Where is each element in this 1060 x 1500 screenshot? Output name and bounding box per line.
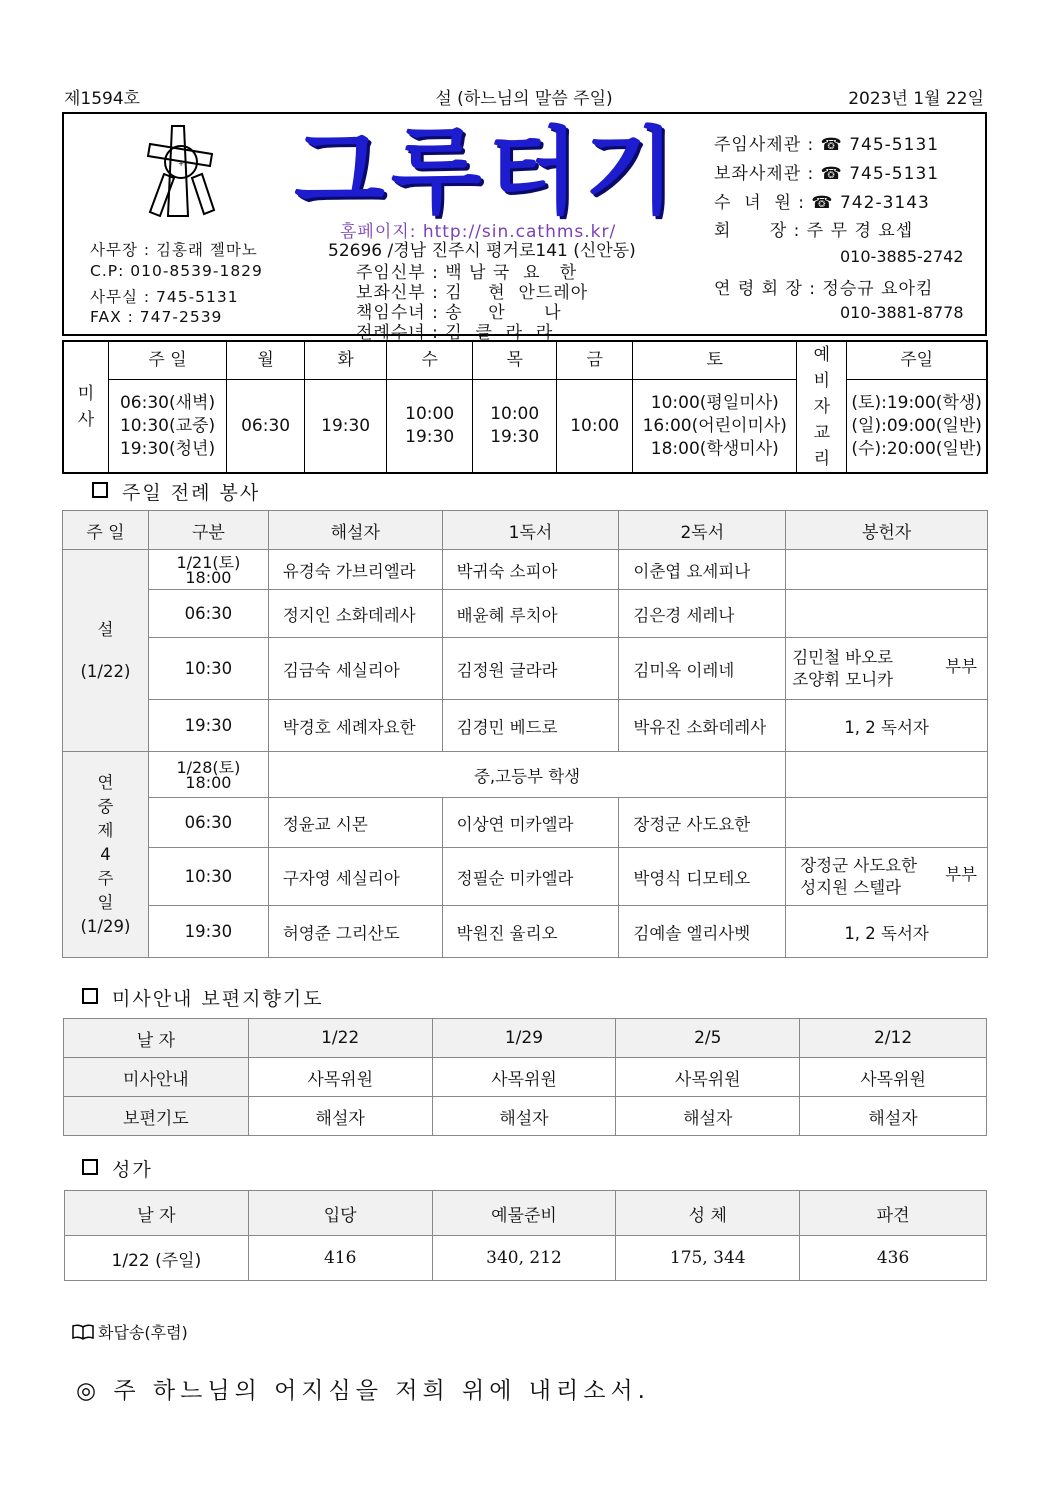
prep-times: (토):19:00(학생) (일):09:00(일반) (수):20:00(일반) [847, 380, 987, 473]
reader-2: 박유진 소화데레사 [619, 700, 786, 752]
section-title-service: 주일 전례 봉사 [92, 478, 260, 505]
reader-2: 이춘엽 요세피나 [619, 550, 786, 590]
offering [786, 550, 988, 590]
offering [786, 798, 988, 848]
commentator: 구자영 세실리아 [268, 848, 442, 906]
mass-label: 미사 [63, 341, 109, 473]
table-row: 1/22 (주일) 416 340, 212 175, 344 436 [65, 1236, 987, 1281]
table-row: 연중제4주일 (1/29) 1/28(토) 18:00 중,고등부 학생 [63, 752, 988, 798]
response-text: ◎ 주 하느님의 어지심을 저희 위에 내리소서. [76, 1378, 650, 1404]
col-header: 2독서 [619, 511, 786, 550]
col-header: 2/5 [616, 1019, 800, 1058]
reader-1: 이상연 미카엘라 [442, 798, 619, 848]
hymns-table [64, 1190, 987, 1281]
offering [786, 590, 988, 638]
reader-1: 정필순 미카엘라 [442, 848, 619, 906]
office-phone: 사무실 : 745-5131 [90, 288, 239, 306]
col-header: 성 체 [616, 1191, 800, 1236]
col-header: 구분 [148, 511, 268, 550]
tuesday-time: 19:30 [305, 380, 387, 473]
parish-emblem-icon [144, 124, 218, 220]
mass-schedule-table [62, 340, 988, 474]
staff-line: 책임수녀 : 송 안 나 [356, 303, 562, 323]
prep-label: 예비자교리 [797, 341, 847, 473]
liturgy-service-table [62, 510, 988, 958]
president-phone: 010-3885-2742 [840, 247, 964, 266]
col-header: 주일 [847, 341, 987, 380]
parish-address: 52696 /경남 진주시 평거로141 (신안동) [328, 241, 636, 261]
reader-2: 장정군 사도요한 [619, 798, 786, 848]
reader-2: 김예솔 엘리사벳 [619, 906, 786, 958]
bulletin-subtitle: 설 (하느님의 말씀 주일) [435, 89, 613, 109]
commentator: 정윤교 시몬 [268, 798, 442, 848]
checkbox-bullet-icon [82, 1159, 98, 1175]
office-fax: FAX : 747-2539 [90, 308, 223, 326]
table-row: 19:30 허영준 그리산도 박원진 율리오 김예솔 엘리사벳 1, 2 독서자 [63, 906, 988, 958]
col-header: 날 자 [64, 1019, 249, 1058]
group-label: 연중제4주일 (1/29) [63, 752, 149, 958]
col-header: 2/12 [800, 1019, 987, 1058]
monday-time: 06:30 [227, 380, 305, 473]
offering: 1, 2 독서자 [786, 906, 988, 958]
bulletin-title: 그루터기 [294, 118, 682, 227]
col-header: 월 [227, 341, 305, 380]
table-row: 보편기도 해설자 해설자 해설자 해설자 [64, 1097, 987, 1136]
masthead [62, 112, 987, 343]
svg-text:+: + [178, 160, 184, 168]
response-label: 화답송(후렴) [72, 1320, 188, 1343]
col-header: 봉헌자 [786, 511, 988, 550]
table-row: 10:30 김금숙 세실리아 김정원 글라라 김미옥 이레네 김민철 바오로 조양휘 모니카 부부 [63, 638, 988, 700]
reader-1: 김경민 베드로 [442, 700, 619, 752]
contact-line: 보좌사제관 : ☎ 745-5131 [714, 164, 940, 184]
wednesday-times: 10:00 19:30 [387, 380, 473, 473]
col-header: 파견 [800, 1191, 987, 1236]
commentator: 박경호 세례자요한 [268, 700, 442, 752]
col-header: 날 자 [65, 1191, 249, 1236]
contact-line: 수 녀 원 : ☎ 742-3143 [714, 193, 930, 213]
homepage-link[interactable]: 홈페이지: http://sin.cathms.kr/ [340, 222, 617, 242]
staff-line: 전례수녀 : 김 클 라 라 [356, 323, 554, 343]
col-header: 주 일 [109, 341, 227, 380]
header-line [64, 84, 984, 108]
reader-1: 박원진 율리오 [442, 906, 619, 958]
thursday-times: 10:00 19:30 [473, 380, 557, 473]
col-header: 화 [305, 341, 387, 380]
offering: 1, 2 독서자 [786, 700, 988, 752]
offering: 장정군 사도요한 성지원 스텔라 부부 [786, 848, 988, 906]
book-icon [72, 1324, 94, 1340]
assoc-president: 연 령 회 장 : 정승규 요아킴 [714, 279, 934, 299]
col-header: 해설자 [268, 511, 442, 550]
col-header: 주 일 [63, 511, 149, 550]
section-title-guide: 미사안내 보편지향기도 [82, 984, 324, 1011]
col-header: 목 [473, 341, 557, 380]
reader-1: 김정원 글라라 [442, 638, 619, 700]
table-row: 설 (1/22) 1/21(토) 18:00 유경숙 가브리엘라 박귀숙 소피아 이춘엽 요세피나 [63, 550, 988, 590]
table-row: 06:30 정지인 소화데레사 배윤혜 루치아 김은경 세레나 [63, 590, 988, 638]
section-title-songs: 성가 [82, 1155, 153, 1182]
table-row: 10:30 구자영 세실리아 정필순 미카엘라 박영식 디모테오 장정군 사도요한 성지원 스텔라 부부 [63, 848, 988, 906]
table-row: 19:30 박경호 세례자요한 김경민 베드로 박유진 소화데레사 1, 2 독서자 [63, 700, 988, 752]
staff-line: 주임신부 : 백 남 국 요 한 [356, 263, 578, 283]
staff-line: 보좌신부 : 김 현 안드레아 [356, 283, 589, 303]
assoc-phone: 010-3881-8778 [840, 303, 964, 322]
contact-line: 주임사제관 : ☎ 745-5131 [714, 135, 940, 155]
bulletin-date: 2023년 1월 22일 [848, 89, 984, 109]
checkbox-bullet-icon [92, 482, 108, 498]
col-header: 수 [387, 341, 473, 380]
issue-number: 제1594호 [64, 89, 141, 109]
offering: 김민철 바오로 조양휘 모니카 부부 [786, 638, 988, 700]
reader-1: 박귀숙 소피아 [442, 550, 619, 590]
office-manager: 사무장 : 김홍래 젤마노 [90, 241, 258, 259]
students-span: 중,고등부 학생 [268, 752, 785, 798]
office-cp: C.P: 010-8539-1829 [90, 262, 263, 280]
commentator: 정지인 소화데레사 [268, 590, 442, 638]
col-header: 1/22 [248, 1019, 432, 1058]
saturday-times: 10:00(평일미사) 16:00(어린이미사) 18:00(학생미사) [633, 380, 797, 473]
friday-time: 10:00 [557, 380, 633, 473]
reader-2: 김미옥 이레네 [619, 638, 786, 700]
sunday-times: 06:30(새벽) 10:30(교중) 19:30(청년) [109, 380, 227, 473]
col-header: 1독서 [442, 511, 619, 550]
offering [786, 752, 988, 798]
commentator: 유경숙 가브리엘라 [268, 550, 442, 590]
col-header: 예물준비 [432, 1191, 616, 1236]
col-header: 토 [633, 341, 797, 380]
group-label: 설 (1/22) [63, 550, 149, 752]
commentator: 김금숙 세실리아 [268, 638, 442, 700]
mass-guide-table [63, 1018, 987, 1136]
table-row: 06:30 정윤교 시몬 이상연 미카엘라 장정군 사도요한 [63, 798, 988, 848]
col-header: 금 [557, 341, 633, 380]
checkbox-bullet-icon [82, 988, 98, 1004]
col-header: 1/29 [432, 1019, 616, 1058]
reader-1: 배윤혜 루치아 [442, 590, 619, 638]
commentator: 허영준 그리산도 [268, 906, 442, 958]
reader-2: 박영식 디모테오 [619, 848, 786, 906]
reader-2: 김은경 세레나 [619, 590, 786, 638]
col-header: 입당 [248, 1191, 432, 1236]
contact-line: 회 장 : 주 무 경 요셉 [714, 221, 914, 241]
table-row: 미사안내 사목위원 사목위원 사목위원 사목위원 [64, 1058, 987, 1097]
